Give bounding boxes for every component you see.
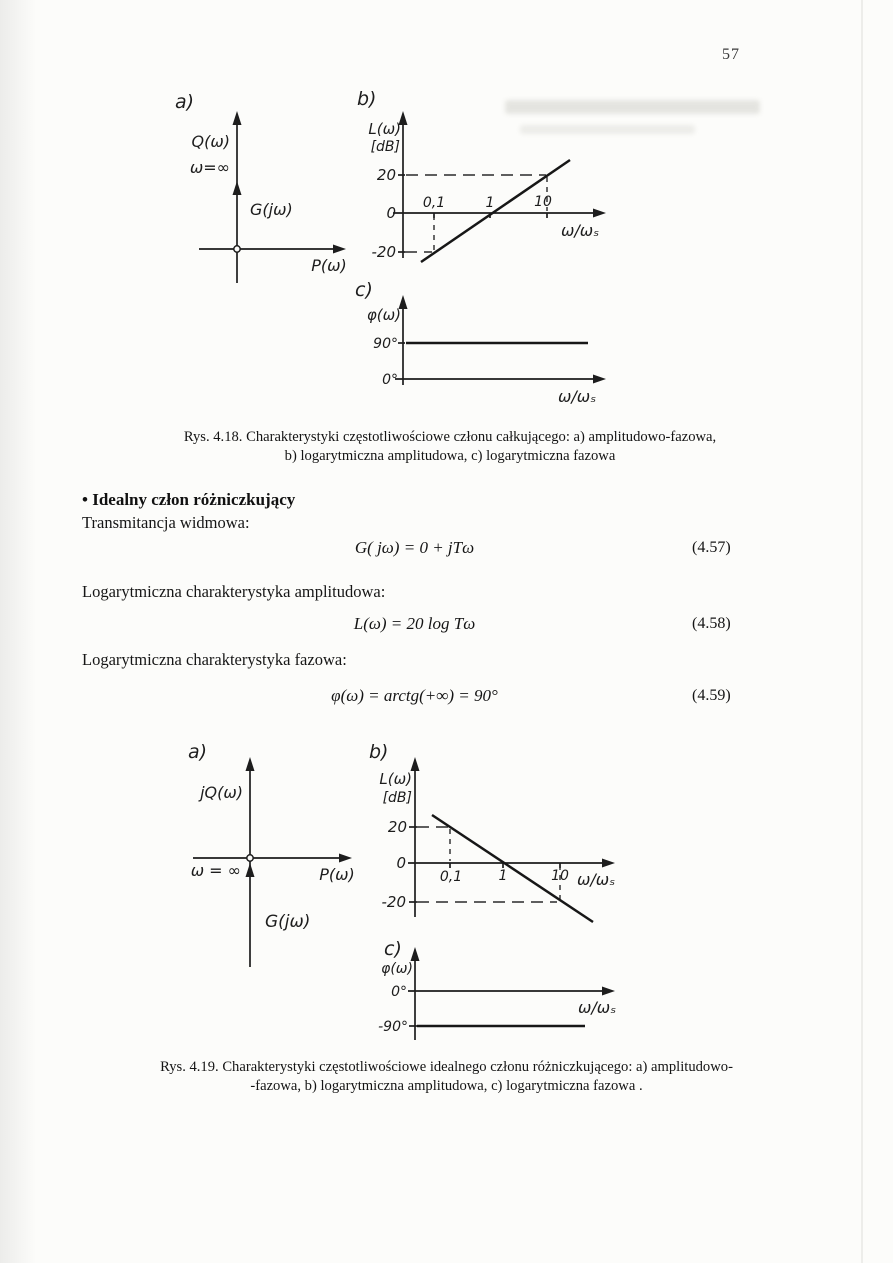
arrowhead-up-icon bbox=[233, 111, 242, 125]
figure-4-19 bbox=[180, 735, 640, 1045]
figure-4-19-caption bbox=[30, 1058, 863, 1096]
caption-line: -fazowa, b) logarytmiczna amplitudowa, c) logarytmiczna fazowa . bbox=[250, 1078, 643, 1094]
equation-4-58: L(ω) = 20 log Tω bbox=[353, 614, 476, 633]
x-tick-label: 1 bbox=[485, 195, 495, 211]
y-tick-label: 0 bbox=[386, 204, 396, 222]
arrowhead-right-icon bbox=[339, 854, 352, 863]
y-tick-label: -20 bbox=[371, 243, 396, 261]
y-tick-label: 20 bbox=[376, 166, 396, 184]
panel-c-label: c) bbox=[355, 279, 373, 301]
y-tick-label: 0 bbox=[396, 854, 406, 872]
arrowhead-right-icon bbox=[593, 209, 606, 218]
y-axis-label: φ(ω) bbox=[366, 306, 401, 324]
y-axis-label: φ(ω) bbox=[381, 961, 413, 977]
panel-a-label: a) bbox=[188, 741, 208, 763]
y-tick-label: 90° bbox=[373, 336, 398, 352]
x-tick-label: 0,1 bbox=[439, 869, 463, 885]
x-axis-label: P(ω) bbox=[311, 256, 347, 275]
caption-line: Rys. 4.18. Charakterystyki częstotliwościowe członu całkującego: a) amplitudowo-fazowa, bbox=[183, 429, 717, 445]
equation-4-59: φ(ω) = arctg(+∞) = 90° bbox=[331, 686, 498, 705]
x-tick-label: 10 bbox=[534, 194, 552, 210]
arrowhead-up-icon bbox=[411, 757, 420, 771]
figure-4-18 bbox=[140, 85, 640, 410]
caption-line: b) logarytmiczna amplitudowa, c) logarytmiczna fazowa bbox=[284, 448, 616, 464]
x-axis-label: P(ω) bbox=[319, 865, 355, 884]
panel-b-label: b) bbox=[357, 88, 377, 110]
panel-b-label: b) bbox=[369, 741, 389, 763]
body-text: Transmitancja widmowa: bbox=[82, 513, 250, 532]
section-heading: • Idealny człon różniczkujący bbox=[82, 490, 296, 509]
body-text: Logarytmiczna charakterystyka fazowa: bbox=[82, 650, 347, 669]
y-tick-label: -90° bbox=[378, 1019, 408, 1035]
equation-number: (4.58) bbox=[692, 615, 731, 632]
arrowhead-up-icon bbox=[246, 863, 255, 877]
y-axis-label: jQ(ω) bbox=[200, 783, 243, 802]
x-axis-label: ω/ωₛ bbox=[558, 387, 597, 406]
figure-4-18-caption bbox=[70, 428, 830, 466]
x-tick-label: 0,1 bbox=[422, 195, 446, 211]
y-axis-label: L(ω) bbox=[368, 120, 401, 138]
origin-point bbox=[234, 246, 240, 252]
x-tick-label: 10 bbox=[551, 868, 569, 884]
y-tick-label: 0° bbox=[382, 372, 398, 388]
caption-line: Rys. 4.19. Charakterystyki częstotliwościowe idealnego członu różniczkującego: a) amplitudowo- bbox=[160, 1059, 733, 1075]
y-axis-label: L(ω) bbox=[379, 770, 412, 788]
origin-point bbox=[247, 855, 253, 861]
equation-4-57: G( jω) = 0 + jTω bbox=[354, 538, 475, 557]
x-axis-label: ω/ωₛ bbox=[561, 221, 600, 240]
panel-c-label: c) bbox=[384, 938, 402, 960]
y-tick-label: -20 bbox=[381, 893, 406, 911]
page-number: 57 bbox=[722, 46, 740, 63]
panel-a-label: a) bbox=[175, 91, 195, 113]
body-text: Logarytmiczna charakterystyka amplitudowa: bbox=[82, 582, 386, 601]
arrowhead-right-icon bbox=[333, 245, 346, 254]
arrowhead-up-icon bbox=[233, 181, 242, 195]
curve-label: G(jω) bbox=[250, 200, 293, 219]
x-axis-label: ω/ωₛ bbox=[578, 998, 617, 1017]
arrowhead-right-icon bbox=[593, 375, 606, 384]
arrowhead-up-icon bbox=[246, 757, 255, 771]
x-tick-label: 1 bbox=[498, 868, 508, 884]
y-axis-unit: [dB] bbox=[382, 790, 412, 806]
arrowhead-right-icon bbox=[602, 987, 615, 996]
x-axis-label: ω/ωₛ bbox=[577, 870, 616, 889]
y-axis-label: Q(ω) bbox=[191, 132, 230, 151]
y-tick-label: 20 bbox=[387, 818, 407, 836]
arrowhead-up-icon bbox=[411, 947, 420, 961]
curve-label: G(jω) bbox=[265, 912, 311, 932]
equation-number: (4.59) bbox=[692, 687, 731, 704]
omega-infinity-label: ω=∞ bbox=[189, 158, 230, 177]
omega-infinity-label: ω = ∞ bbox=[190, 861, 241, 880]
y-axis-unit: [dB] bbox=[370, 139, 400, 155]
arrowhead-right-icon bbox=[602, 859, 615, 868]
equation-number: (4.57) bbox=[692, 539, 731, 556]
y-tick-label: 0° bbox=[391, 984, 407, 1000]
